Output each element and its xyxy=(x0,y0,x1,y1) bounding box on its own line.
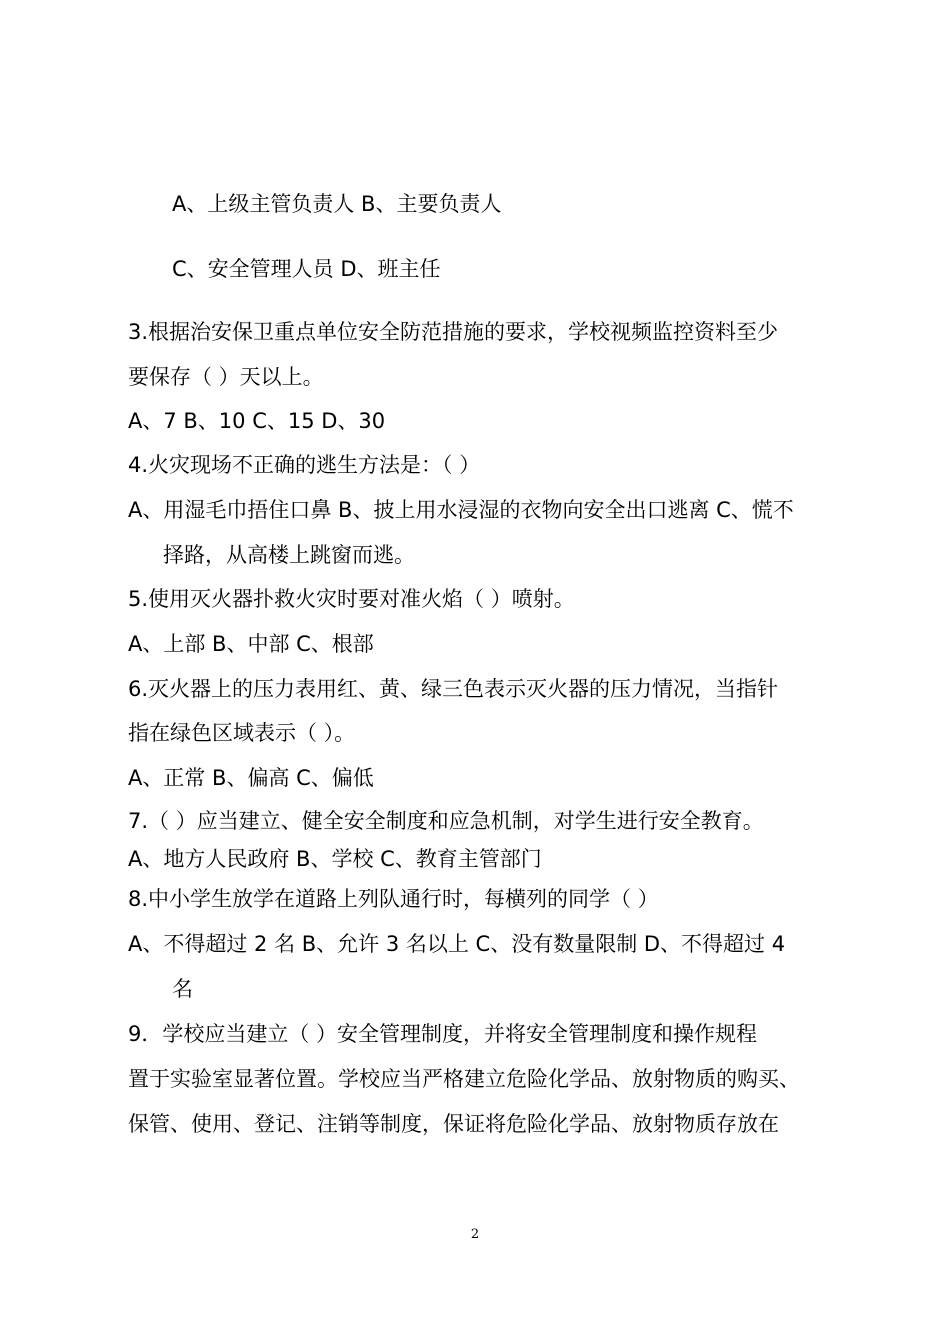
question-5-options: A、上部 B、中部 C、根部 xyxy=(128,632,374,656)
question-8-options-line-1: A、不得超过 2 名 B、允许 3 名以上 C、没有数量限制 D、不得超过 4 xyxy=(128,932,786,956)
option-line-q2-ab: A、上级主管负责人 B、主要负责人 xyxy=(172,192,502,216)
question-3-options: A、7 B、10 C、15 D、30 xyxy=(128,409,386,433)
question-4-options-line-1: A、用湿毛巾捂住口鼻 B、披上用水浸湿的衣物向安全出口逃离 C、慌不 xyxy=(128,498,794,522)
question-9-line-1: 9．学校应当建立（ ）安全管理制度，并将安全管理制度和操作规程 xyxy=(128,1022,758,1046)
question-8-line: 8.中小学生放学在道路上列队通行时，每横列的同学（ ） xyxy=(128,887,659,911)
question-6-options: A、正常 B、偏高 C、偏低 xyxy=(128,766,374,790)
question-7-options: A、地方人民政府 B、学校 C、教育主管部门 xyxy=(128,847,542,871)
question-6-line-1: 6.灭火器上的压力表用红、黄、绿三色表示灭火器的压力情况，当指针 xyxy=(128,677,779,701)
question-5-line: 5.使用灭火器扑救火灾时要对准火焰（ ）喷射。 xyxy=(128,587,575,611)
question-7-line: 7.（ ）应当建立、健全安全制度和应急机制，对学生进行安全教育。 xyxy=(128,809,764,833)
question-9-line-3: 保管、使用、登记、注销等制度，保证将危险化学品、放射物质存放在 xyxy=(128,1112,779,1136)
option-line-q2-cd: C、安全管理人员 D、班主任 xyxy=(172,257,441,281)
question-3-line-1: 3.根据治安保卫重点单位安全防范措施的要求，学校视频监控资料至少 xyxy=(128,320,779,344)
question-3-line-2: 要保存（ ）天以上。 xyxy=(128,365,324,389)
question-4-options-line-2: 择路，从高楼上跳窗而逃。 xyxy=(163,543,415,567)
question-4-line: 4.火灾现场不正确的逃生方法是：（ ） xyxy=(128,453,481,477)
question-9-line-2: 置于实验室显著位置。学校应当严格建立危险化学品、放射物质的购买、 xyxy=(128,1067,800,1091)
question-8-options-line-2: 名 xyxy=(172,977,193,1001)
question-6-line-2: 指在绿色区域表示（ ）。 xyxy=(128,721,356,745)
page-number: 2 xyxy=(470,1227,480,1242)
